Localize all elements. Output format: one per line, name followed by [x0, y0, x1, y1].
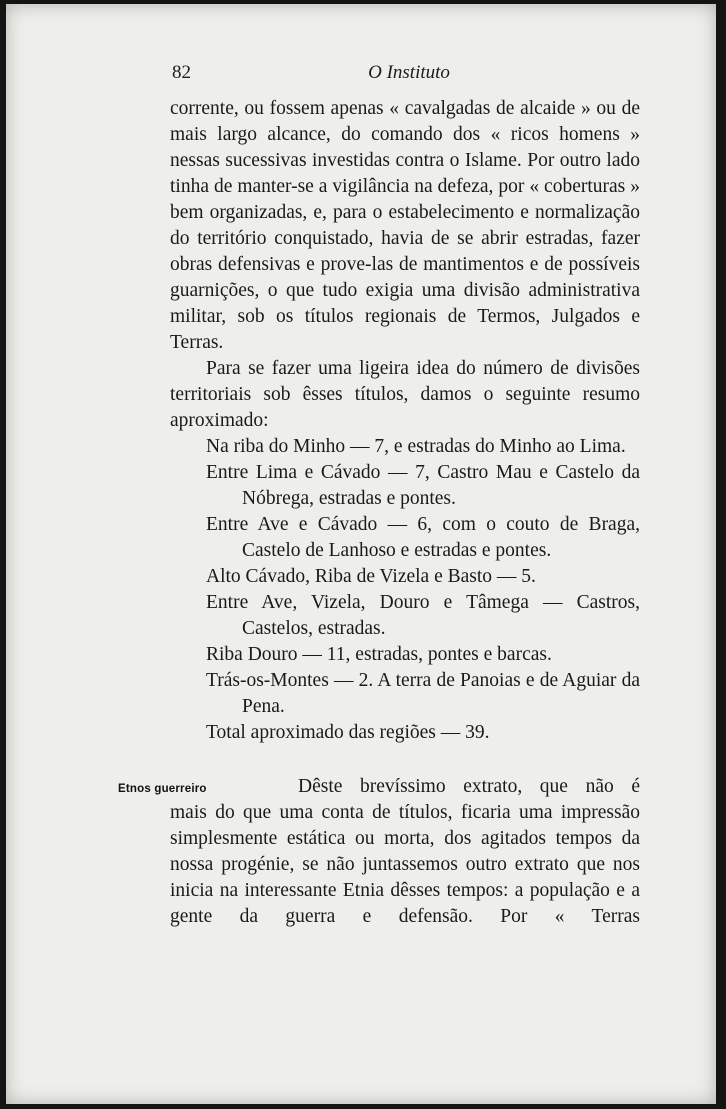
running-title: O Instituto — [368, 62, 450, 83]
region-item: Entre Ave e Cávado — 6, com o couto de Braga, Castelo de Lanhoso e estradas e pontes. — [206, 514, 640, 561]
paragraph-summary-intro: Para se fazer uma ligeira idea do número de divisões territoriais sob êsses títulos, damos o seguinte resumo aproximado: — [170, 358, 640, 431]
paragraph-etnos-first-line: Dêste brevíssimo extrato, que não é — [298, 776, 640, 797]
main-text — [170, 96, 640, 746]
paragraph-continuation: corrente, ou fossem apenas « cavalgadas de alcaide » ou de mais largo alcance, do comando dos « ricos homens » nessas sucessivas investidas contra o Islame. Por outro lado tinha de manter-se a vigilância na defeza, por « coberturas » bem organizadas, e, para o estabelecimento e normalização do território conquistado, havia de se abrir estradas, fazer obras defensivas e prove-las de mantimentos e de possíveis guarnições, o que tudo exigia uma divisão administrativa militar, sob os títulos regionais de Termos, Julgados e Terras. — [170, 98, 640, 353]
paragraph-etnos — [170, 774, 640, 930]
margin-note: Etnos guerreiro — [118, 783, 207, 795]
region-item: Entre Lima e Cávado — 7, Castro Mau e Castelo da Nóbrega, estradas e pontes. — [206, 462, 640, 509]
region-item: Alto Cávado, Riba de Vizela e Basto — 5. — [206, 566, 536, 587]
region-item-total: Total aproximado das regiões — 39. — [206, 722, 490, 743]
section-etnos — [170, 774, 640, 930]
paragraph-etnos-rest: mais do que uma conta de títulos, ficaria uma impressão simplesmente estática ou morta, dos agitados tempos da nossa progénie, se não juntassemos outro extrato que nos inicia na interessante Etnia dêsses tempos: a população e a gente da guerra e defensão. Por « Terras — [170, 802, 640, 927]
region-item: Entre Ave, Vizela, Douro e Tâmega — Castros, Castelos, estradas. — [206, 592, 640, 639]
page-header — [172, 62, 646, 92]
region-item: Na riba do Minho — 7, e estradas do Minho ao Lima. — [206, 436, 626, 457]
region-item: Riba Douro — 11, estradas, pontes e barcas. — [206, 644, 552, 665]
page-number: 82 — [172, 62, 191, 83]
region-item: Trás-os-Montes — 2. A terra de Panoias e de Aguiar da Pena. — [206, 670, 640, 717]
regions-list — [170, 434, 640, 746]
